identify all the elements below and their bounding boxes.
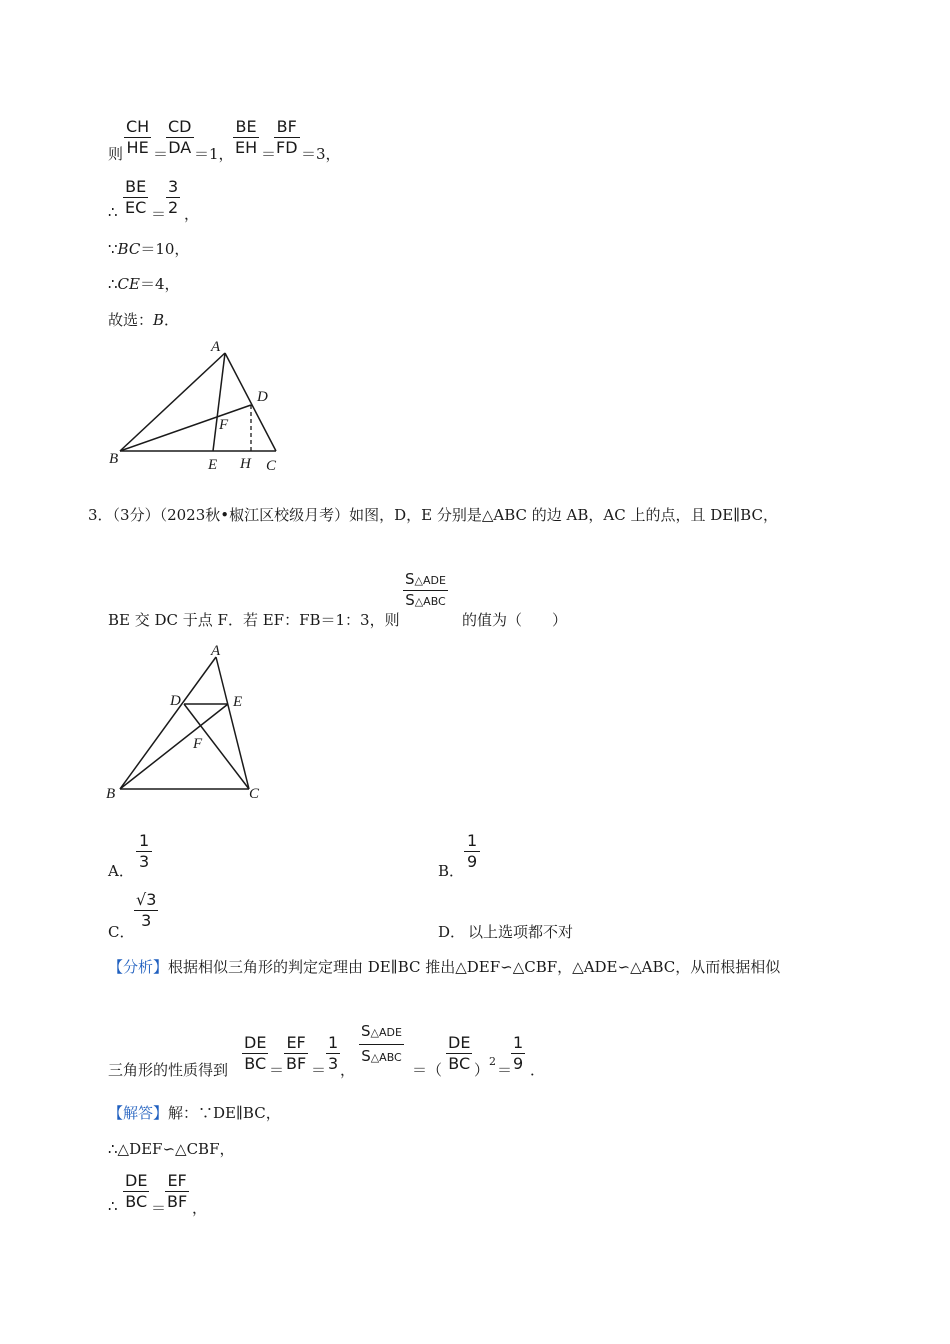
answer-line-1: 【解答】解：∵DE∥BC， (108, 1104, 281, 1122)
area-ratio-fraction: S△ADE S△ABC (405, 570, 446, 609)
fraction-area-ratio: S△ADE S△ABC (361, 1022, 402, 1065)
answer-tag: 【解答】 (108, 1104, 169, 1122)
segment-ab (120, 353, 225, 451)
triangle-figure-prev (100, 335, 300, 475)
fraction-de-bc: $\frac{DE}{BC}$ (244, 1033, 267, 1073)
triangle-figure-q3 (100, 640, 280, 810)
fraction-1-9: $\frac{1}{9}$ (513, 1033, 524, 1073)
question-source: （2023秋•椒江区校级月考） (159, 506, 350, 524)
option-b-fraction: $\frac{1}{9}$ (464, 832, 480, 871)
label-a: A (211, 339, 221, 355)
label-c: C (266, 458, 277, 474)
label-e: E (233, 694, 243, 710)
option-a-fraction: $\frac{1}{3}$ (136, 832, 152, 871)
label-a: A (211, 643, 221, 659)
prev-solution-line-5: 故选：B． (108, 311, 180, 329)
fraction-1-3: $\frac{1}{3}$ (328, 1033, 339, 1073)
option-c-fraction: $\frac{√3}{3}$ (136, 890, 157, 930)
question-stem-line-2: BE 交 DC 于点 F．若 EF：FB＝1：3，则 (108, 611, 400, 629)
analysis-line-1: 【分析】根据相似三角形的判定定理由 DE∥BC 推出△DEF∽△CBF，△ADE∽△ABC，从而根据相似 (108, 958, 781, 976)
fraction-be-ec: $\frac{BE}{EC}$ (125, 177, 147, 217)
text-ze: 则 (108, 145, 124, 163)
fraction-be-eh: $\frac{BE}{EH}$ (235, 117, 258, 157)
label-f: F (219, 417, 229, 433)
segment-ab (120, 657, 216, 789)
label-e: E (208, 457, 218, 473)
question-stem-line-1: 如图，D，E 分别是△ABC 的边 AB，AC 上的点，且 DE∥BC， (349, 506, 778, 524)
analysis-tag: 【分析】 (108, 958, 169, 976)
segment-ac (216, 657, 249, 789)
fraction-cd-da: $\frac{CD}{DA}$ (168, 117, 192, 157)
label-d: D (257, 389, 268, 405)
question-number: 3． (88, 506, 113, 524)
prev-solution-line-3: ∵BC＝10， (108, 240, 190, 258)
fraction-bf-fd: $\frac{BF}{FD}$ (276, 117, 298, 157)
label-b: B (106, 786, 116, 802)
answer-line-2: ∴△DEF∽△CBF， (108, 1140, 235, 1158)
fraction-3-2: $\frac{3}{2}$ (168, 177, 179, 217)
segment-be (120, 704, 228, 789)
label-d: D (170, 693, 181, 709)
question-stem-line-3: 的值为（ ） (462, 611, 568, 629)
question-3-header (88, 504, 778, 525)
fraction-de-bc-answer: $\frac{DE}{BC}$ (125, 1171, 148, 1211)
segment-bd (120, 405, 251, 451)
label-f: F (193, 736, 203, 752)
prev-solution-line-4: ∴CE＝4， (108, 275, 180, 293)
label-b: B (109, 451, 119, 467)
fraction-de-bc-2: $\frac{DE}{BC}$ (448, 1033, 471, 1073)
label-c: C (249, 786, 260, 802)
fraction-ef-bf-answer: $\frac{EF}{BF}$ (167, 1171, 188, 1211)
label-h: H (240, 456, 251, 472)
segment-ae (213, 353, 225, 451)
question-score: （3分） (112, 506, 160, 524)
fraction-ch-he: $\frac{CH}{HE}$ (126, 117, 150, 157)
fraction-ef-bf: $\frac{EF}{BF}$ (286, 1033, 307, 1073)
